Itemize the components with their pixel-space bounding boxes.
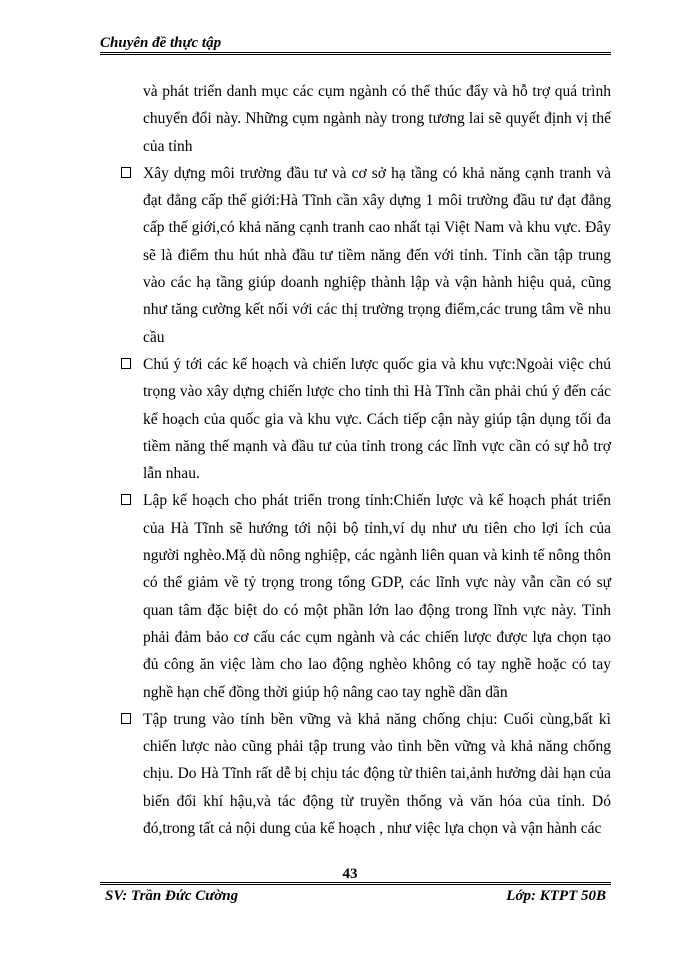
- bullet-text: Chú ý tới các kế hoạch và chiến lược quốc gia và khu vực:Ngoài việc chú trọng vào xây dựng chiến lược cho tỉnh thì Hà Tĩnh cần phải chú ý đến các kế hoạch của quốc gia và khu vực. Cách tiếp cận này giúp tận dụng tối đa tiềm năng thế mạnh và đầu tư của tỉnh trong các lĩnh vực cần có sự hỗ trợ lẫn nhau.: [143, 355, 611, 483]
- bullet-item: [100, 487, 611, 705]
- footer-rule: [100, 882, 611, 885]
- body-text: [100, 78, 611, 842]
- checkbox-bullet-icon: [121, 167, 131, 178]
- checkbox-bullet-icon: [121, 358, 131, 369]
- header-rule: [100, 52, 611, 55]
- page-footer: [100, 882, 611, 905]
- intro-paragraph: và phát triển danh mục các cụm ngành có thể thúc đẩy và hỗ trợ quá trình chuyển đổi này. Những cụm ngành này trong tương lai sẽ quyết định vị thế của tỉnh: [143, 83, 611, 155]
- header-title: Chuyên đề thực tập: [100, 35, 222, 51]
- bullet-item: [100, 706, 611, 842]
- page-number: 43: [342, 866, 358, 882]
- bullet-item: [100, 160, 611, 351]
- student-name: SV: Trần Đức Cường: [105, 888, 239, 904]
- bullet-item: [100, 351, 611, 487]
- bullet-text: Xây dựng môi trường đầu tư và cơ sở hạ tầng có khả năng cạnh tranh và đạt đẳng cấp thế giới:Hà Tĩnh cần xây dựng 1 môi trường đầu tư đạt đẳng cấp thế giới,có khả năng cạnh tranh cao nhất tại Việt Nam và khu vực. Đây sẽ là điểm thu hút nhà đầu tư tiềm năng đến với tỉnh. Tỉnh cần tập trung vào các hạ tầng giúp doanh nghiệp thành lập và vận hành hiệu quả, cũng như tăng cường kết nối với các thị trường trọng điểm,các trung tâm về nhu cầu: [143, 164, 611, 346]
- bullet-text: Lập kế hoạch cho phát triển trong tỉnh:Chiến lược và kế hoạch phát triển của Hà Tĩnh sẽ hướng tới nội bộ tỉnh,ví dụ như ưu tiên cho lợi ích của người nghèo.Mặ dù nông nghiệp, các ngành liên quan và kinh tế nông thôn có thể giảm về tỷ trọng trong tổng GDP, các lĩnh vực này vẫn cần có sự quan tâm đặc biệt do có một phần lớn lao động trong lĩnh vực này. Tỉnh phải đảm bảo cơ cấu các cụm ngành và các chiến lược được lựa chọn tạo đủ công ăn việc làm cho lao động nghèo không có tay nghề hoặc có tay nghề hạn chế đồng thời giúp hộ nâng cao tay nghề dần dần: [143, 492, 611, 701]
- checkbox-bullet-icon: [121, 713, 131, 724]
- bullet-text: Tập trung vào tính bền vững và khả năng chống chịu: Cuối cùng,bất kì chiến lược nào cũng phải tập trung vào tình bền vững và khả năng chống chịu. Do Hà Tĩnh rất dễ bị chịu tác động từ thiên tai,ảnh hưởng dài hạn của biến đổi khí hậu,và tác động từ truyền thống và văn hóa của tỉnh. Dó đó,trong tất cả nội dung của kế hoạch , như việc lựa chọn và vận hành các: [143, 710, 611, 838]
- page-header: [100, 34, 611, 55]
- class-label: Lớp: KTPT 50B: [506, 888, 606, 904]
- checkbox-bullet-icon: [121, 494, 131, 505]
